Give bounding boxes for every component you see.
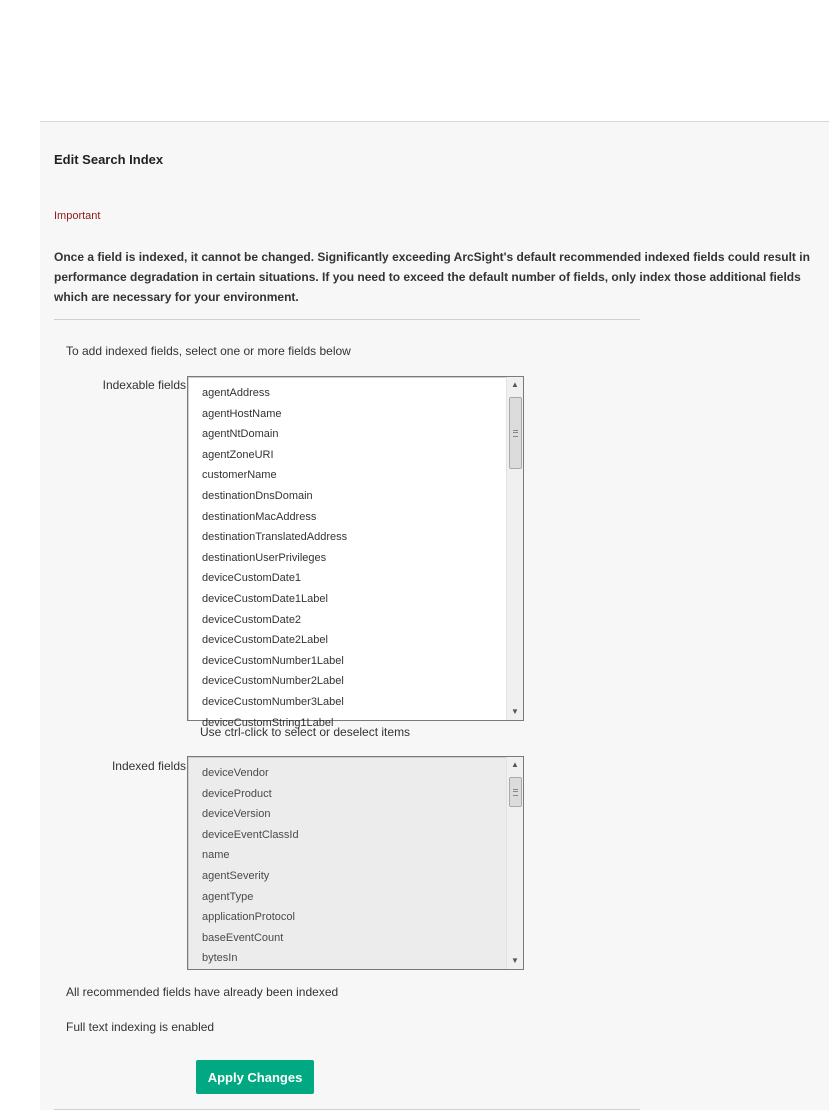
list-item[interactable]: deviceCustomNumber2Label xyxy=(202,675,344,688)
list-item[interactable]: deviceCustomString1Label xyxy=(202,716,334,729)
list-item[interactable]: deviceProduct xyxy=(202,787,272,800)
indexable-fields-listbox[interactable] xyxy=(187,376,524,729)
list-item[interactable]: deviceCustomDate2Label xyxy=(202,634,328,647)
list-item[interactable]: destinationMacAddress xyxy=(202,510,317,523)
list-item[interactable]: deviceCustomNumber3Label xyxy=(202,695,344,708)
list-item[interactable]: bytesIn xyxy=(202,952,238,965)
indexable-scrollbar[interactable] xyxy=(506,377,523,720)
grip-icon xyxy=(513,789,518,796)
list-item[interactable]: customerName xyxy=(202,469,277,482)
list-item[interactable]: agentNtDomain xyxy=(202,428,279,441)
list-item[interactable]: name xyxy=(202,849,230,862)
list-item[interactable]: deviceVendor xyxy=(202,767,269,779)
list-item[interactable]: deviceCustomDate2 xyxy=(202,613,302,626)
recommended-status-text: All recommended fields have already been indexed xyxy=(66,985,339,999)
scroll-down-arrow-icon[interactable]: ▼ xyxy=(511,956,519,965)
list-item[interactable]: deviceCustomDate1 xyxy=(202,572,302,585)
list-item[interactable]: deviceCustomDate1Label xyxy=(202,592,328,605)
list-item[interactable]: agentAddress xyxy=(202,387,270,399)
indexed-scrollbar[interactable] xyxy=(506,757,523,969)
list-item[interactable]: baseEventCount xyxy=(202,931,284,944)
indexed-fields-list xyxy=(188,757,507,969)
indexable-fields-list xyxy=(188,377,507,733)
indexed-fields-label: Indexed fields xyxy=(111,759,186,773)
list-item[interactable]: applicationProtocol xyxy=(202,911,295,924)
fulltext-status-text: Full text indexing is enabled xyxy=(66,1020,215,1034)
indexable-fields-label: Indexable fields xyxy=(102,378,186,392)
grip-icon xyxy=(513,430,518,437)
ctrl-click-hint: Use ctrl-click to select or deselect items xyxy=(200,725,411,739)
list-item[interactable]: agentType xyxy=(202,890,254,903)
instructions-text: To add indexed fields, select one or more fields below xyxy=(66,344,351,358)
list-item[interactable]: destinationTranslatedAddress xyxy=(202,531,348,544)
list-item[interactable]: agentZoneURI xyxy=(202,448,274,461)
page-title: Edit Search Index xyxy=(54,152,164,167)
scroll-up-arrow-icon[interactable]: ▲ xyxy=(511,760,519,769)
indexed-fields-listbox[interactable] xyxy=(187,756,524,970)
scroll-thumb[interactable] xyxy=(509,397,522,469)
list-item[interactable]: agentSeverity xyxy=(202,869,270,882)
edit-search-index-panel xyxy=(40,121,829,1110)
list-item[interactable]: destinationDnsDomain xyxy=(202,489,313,502)
warning-text: Once a field is indexed, it cannot be changed. Significantly exceeding ArcSight's default recommended indexed fields could result in performance degradation in certain situations. If you need to exceed the default number of fields, only index those additional fields which are necessary for your environment. xyxy=(54,250,810,304)
scroll-thumb[interactable] xyxy=(509,777,522,807)
apply-changes-button[interactable]: Apply Changes xyxy=(196,1060,314,1094)
list-item[interactable]: destinationUserPrivileges xyxy=(202,551,327,564)
scroll-down-arrow-icon[interactable]: ▼ xyxy=(511,707,519,716)
scroll-up-arrow-icon[interactable]: ▲ xyxy=(511,380,519,389)
list-item[interactable]: deviceCustomNumber1Label xyxy=(202,654,344,667)
list-item[interactable]: agentHostName xyxy=(202,407,282,420)
list-item[interactable]: deviceVersion xyxy=(202,808,271,821)
important-label: Important xyxy=(54,210,101,222)
list-item[interactable]: deviceEventClassId xyxy=(202,828,299,841)
divider-top xyxy=(54,319,640,320)
